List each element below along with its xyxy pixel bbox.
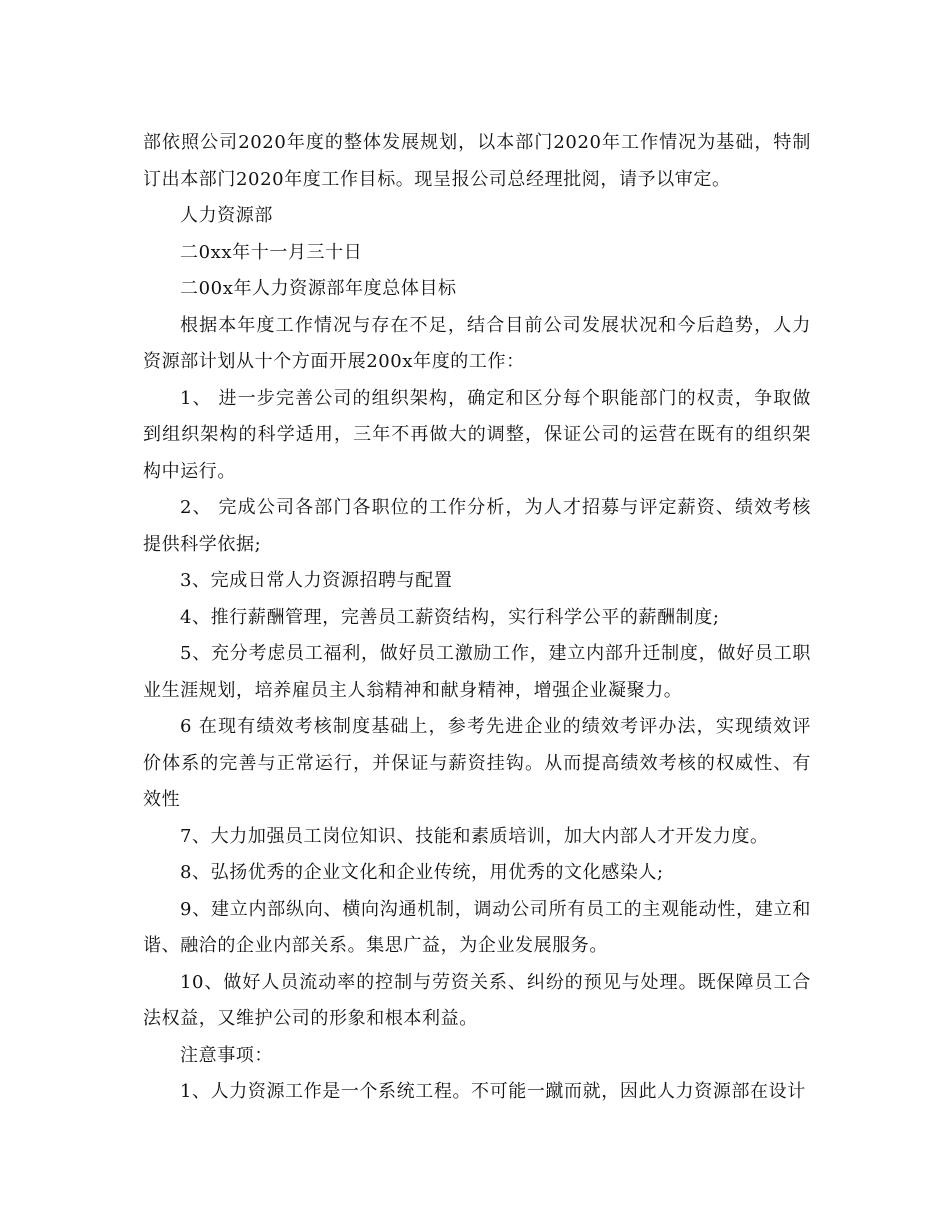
paragraph: 9、建立内部纵向、横向沟通机制，调动公司所有员工的主观能动性，建立和谐、融洽的企业内部关系。集思广益，为企业发展服务。	[143, 898, 811, 956]
paragraph: 3、完成日常人力资源招聘与配置	[180, 570, 453, 591]
paragraph: 7、大力加强员工岗位知识、技能和素质培训，加大内部人才开发力度。	[180, 825, 769, 847]
paragraph: 二00x年人力资源部年度总体目标	[180, 278, 457, 299]
paragraph: 部依照公司2020年度的整体发展规划，以本部门2020年工作情况为基础，特制订出本部门2020年度工作目标。现呈报公司总经理批阅，请予以审定。	[143, 132, 811, 190]
paragraph: 二0xx年十一月三十日	[180, 241, 363, 263]
paragraph: 注意事项：	[180, 1044, 273, 1066]
paragraph: 人力资源部	[180, 205, 273, 226]
paragraph: 8、弘扬优秀的企业文化和企业传统，用优秀的文化感染人;	[180, 862, 664, 883]
paragraph: 4、推行薪酬管理，完善员工薪资结构，实行科学公平的薪酬制度;	[180, 606, 720, 628]
paragraph: 根据本年度工作情况与存在不足，结合目前公司发展状况和今后趋势，人力资源部计划从十个方面开展200x年度的工作：	[143, 314, 811, 372]
paragraph: 1、人力资源工作是一个系统工程。不可能一蹴而就，因此人力资源部在设计	[180, 1081, 806, 1102]
paragraph: 1、 进一步完善公司的组织架构，确定和区分每个职能部门的权责，争取做到组织架构的科学适用，三年不再做大的调整，保证公司的运营在既有的组织架构中运行。	[143, 387, 811, 482]
paragraph: 6 在现有绩效考核制度基础上，参考先进企业的绩效考评办法，实现绩效评价体系的完善与正常运行，并保证与薪资挂钩。从而提高绩效考核的权威性、有效性	[143, 716, 811, 810]
paragraph: 2、 完成公司各部门各职位的工作分析，为人才招募与评定薪资、绩效考核提供科学依据;	[143, 497, 811, 555]
paragraph: 10、做好人员流动率的控制与劳资关系、纠纷的预见与处理。既保障员工合法权益，又维护公司的形象和根本利益。	[143, 971, 811, 1029]
paragraph: 5、充分考虑员工福利，做好员工激励工作，建立内部升迁制度，做好员工职业生涯规划，培养雇员主人翁精神和献身精神，增强企业凝聚力。	[143, 643, 811, 701]
document-body	[143, 125, 811, 1111]
